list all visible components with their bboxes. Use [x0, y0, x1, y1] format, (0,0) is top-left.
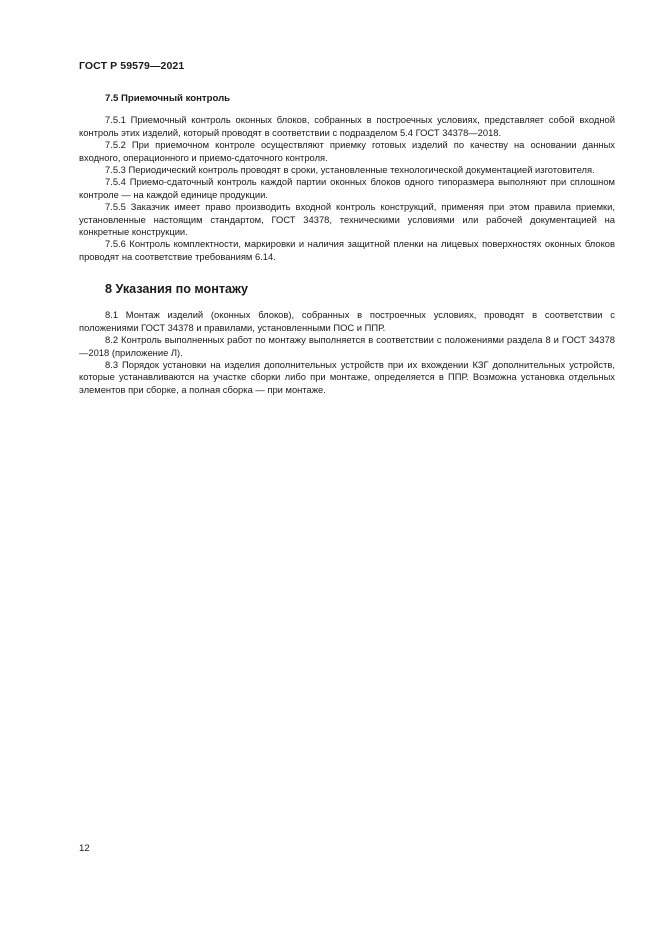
section-title-8: 8 Указания по монтажу: [105, 282, 248, 297]
paragraph-7-5-1: 7.5.1 Приемочный контроль оконных блоков, собранных в построечных условиях, представляет собой входной контроль этих изделий, который проводят в соответствии с подразделом 5.4 ГОСТ 34378—2018.: [79, 114, 615, 138]
paragraph-7-5-2: 7.5.2 При приемочном контроле осуществляют приемку готовых изделий по качеству на основании данных входного, операционного и приемо-сдаточного контроля.: [79, 139, 615, 163]
paragraph-7-5-4: 7.5.4 Приемо-сдаточный контроль каждой партии оконных блоков одного типоразмера выполняют при сплошном контроле — на каждой единице продукции.: [79, 176, 615, 200]
paragraph-8-3: 8.3 Порядок установки на изделия дополнительных устройств при их вхождении КЗГ дополнительных устройств, которые устанавливаются на участке сборки либо при монтаже, определяется в ППР. Возможна установка отдельных элементов при сборке, а полная сборка — при монтаже.: [79, 358, 615, 395]
paragraph-7-5-6: 7.5.6 Контроль комплектности, маркировки и наличия защитной пленки на лицевых поверхностях оконных блоков проводят на соответствие требованиям 6.14.: [79, 238, 615, 262]
paragraph-7-5-3: 7.5.3 Периодический контроль проводят в сроки, установленные технологической документацией изготовителя.: [105, 164, 595, 176]
document-code-header: ГОСТ Р 59579—2021: [79, 60, 185, 72]
paragraph-8-2: 8.2 Контроль выполненных работ по монтажу выполняется в соответствии с положениями раздела 8 и ГОСТ 34378—2018 (приложение Л).: [79, 334, 615, 358]
page-number: 12: [79, 843, 90, 854]
subsection-title-7-5: 7.5 Приемочный контроль: [105, 93, 231, 104]
paragraph-7-5-5: 7.5.5 Заказчик имеет право производить входной контроль конструкций, применяя при этом правила приемки, установленные настоящим стандартом, ГОСТ 34378, техническими условиями или рабочей документацией на конкретные конструкции.: [79, 201, 615, 238]
paragraph-8-1: 8.1 Монтаж изделий (оконных блоков), собранных в построечных условиях, проводят в соответствии с положениями ГОСТ 34378 и правилами, установленными ПОС и ППР.: [79, 309, 615, 333]
page-content: [79, 93, 615, 396]
